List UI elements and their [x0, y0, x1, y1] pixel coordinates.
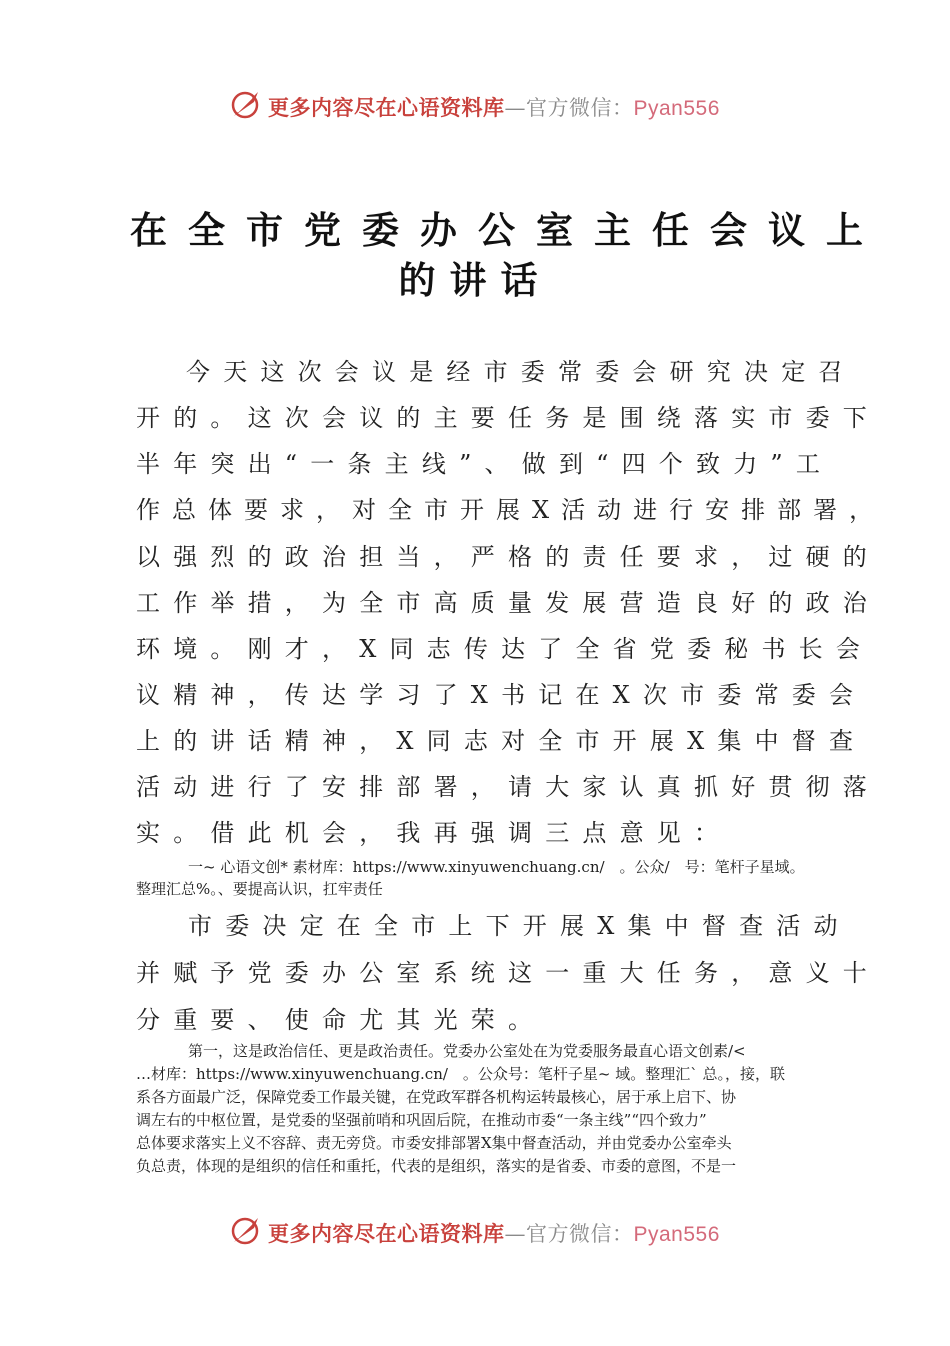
paragraph2-line: 分重要、使命尤其光荣。 [136, 1006, 546, 1034]
header-banner [0, 84, 950, 124]
banner-text [268, 1218, 720, 1248]
banner-text [268, 92, 720, 122]
paragraph1-line: 半年突出“一条主线”、做到“四个致力”工 [136, 450, 834, 478]
footer-banner [0, 1210, 950, 1250]
paragraph2-line: 市委决定在全市上下开展X集中督查活动 [188, 912, 851, 940]
banner-gray-text: —官方微信： [504, 1222, 634, 1246]
banner-red-text: 更多内容尽在心语资料库 [268, 1221, 505, 1246]
paragraph2-line: 并赋予党委办公室系统这一重大任务，意义十 [136, 959, 880, 987]
paragraph3-line: 系各方面最广泛，保障党委工作最关键，在党政军群各机构运转最核心，居于承上启下、协 [136, 1088, 737, 1106]
banner-wechat-id: Pyan556 [633, 1223, 720, 1246]
banner-wechat-id: Pyan556 [633, 97, 720, 120]
paragraph1-line: 开的。这次会议的主要任务是围绕落实市委下 [136, 404, 880, 432]
paragraph1-line: 环境。刚才，X同志传达了全省党委秘书长会 [136, 635, 874, 663]
quill-logo-icon [228, 1212, 264, 1248]
banner-red-text: 更多内容尽在心语资料库 [268, 95, 505, 120]
paragraph1-line: 工作举措，为全市高质量发展营造良好的政治 [136, 589, 880, 617]
paragraph3-line: …材库：https://www.xinyuwenchuang.cn/ 。公众号：笔杆子星~ 域。整理汇` 总。，接，联 [136, 1065, 786, 1083]
paragraph3-line: 负总责，体现的是组织的信任和重托，代表的是组织，落实的是省委、市委的意图，不是一 [136, 1157, 737, 1175]
watermark-note-line: 整理汇总%。、要提高认识，扛牢责任 [136, 880, 383, 898]
document-title-line-2: 的讲话 [398, 258, 552, 302]
paragraph3-line: 第一，这是政治信任、更是政治责任。党委办公室处在为党委服务最直心语文创素/< [188, 1042, 746, 1060]
paragraph1-line: 实。借此机会，我再强调三点意见： [136, 819, 732, 847]
paragraph1-line: 以强烈的政治担当，严格的责任要求，过硬的 [136, 543, 880, 571]
quill-logo-icon [228, 86, 264, 122]
paragraph1-line: 作总体要求，对全市开展X活动进行安排部署， [136, 496, 886, 524]
document-title-line-1: 在全市党委办公室主任会议上 [130, 208, 884, 252]
banner-gray-text: —官方微信： [504, 96, 634, 120]
paragraph3-line: 总体要求落实上义不容辞、责无旁贷。市委安排部署X集中督查活动，并由党委办公室牵头 [136, 1134, 732, 1152]
paragraph1-line: 议精神，传达学习了X书记在X次市委常委会 [136, 681, 867, 709]
paragraph3-line: 调左右的中枢位置，是党委的坚强前哨和巩固后院，在推动市委“一条主线”“四个致力” [136, 1111, 707, 1129]
paragraph1-line: 今天这次会议是经市委常委会研究决定召 [186, 358, 856, 386]
paragraph1-line: 上的讲话精神，X同志对全市开展X集中督查 [136, 727, 867, 755]
watermark-note-line: 一~ 心语文创* 素材库：https://www.xinyuwenchuang.cn/ 。公众/ 号：笔杆子星域。 [188, 858, 805, 876]
paragraph1-line: 活动进行了安排部署，请大家认真抓好贯彻落 [136, 773, 880, 801]
